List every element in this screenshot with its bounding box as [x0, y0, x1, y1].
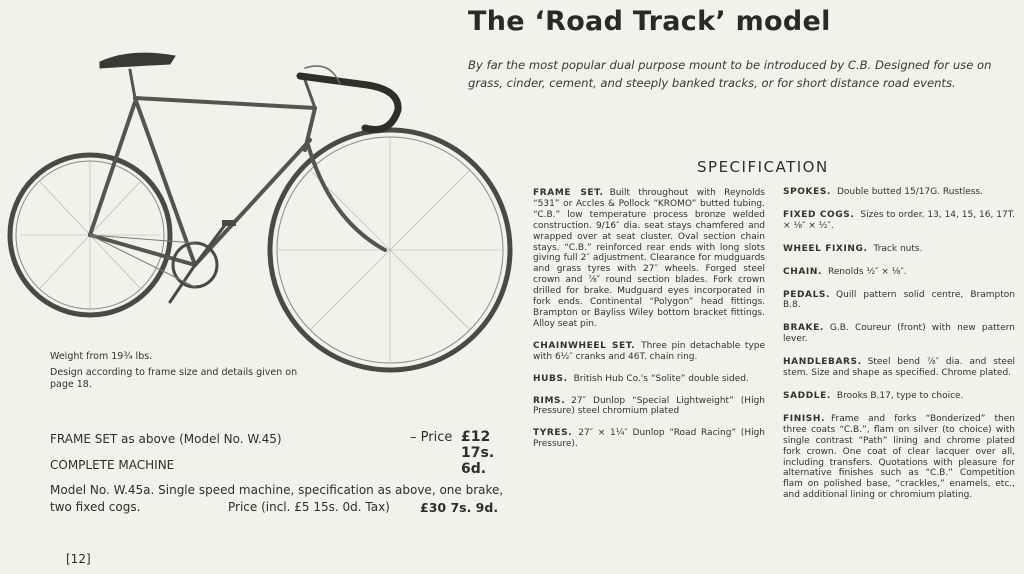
spec-entry — [783, 187, 1015, 198]
spec-entry — [783, 244, 1015, 255]
frame-set-price-label: – Price — [410, 430, 453, 445]
spec-entry-heading: CHAINWHEEL SET. — [533, 340, 636, 351]
page-title: The ‘Road Track’ model — [468, 6, 831, 37]
frame-set-label: FRAME SET as above (Model No. W.45) — [50, 432, 282, 446]
weight-note: Weight from 19¾ lbs. — [50, 351, 153, 362]
spec-entry-heading: HUBS. — [533, 373, 568, 384]
spec-column-1 — [533, 188, 765, 461]
spec-entry-text: Sizes to order. 13, 14, 15, 16, 17T. × ⅛″ × ½″. — [783, 209, 1015, 231]
spec-entry-heading: SADDLE. — [783, 390, 831, 401]
spec-entry-text: British Hub Co.'s “Solite” double sided. — [573, 373, 749, 384]
spec-entry — [533, 396, 765, 418]
spec-entry — [783, 323, 1015, 345]
spec-entry-heading: SPOKES. — [783, 187, 831, 197]
spec-entry-text: Brooks B.17, type to choice. — [836, 390, 964, 401]
weight-note-block — [50, 351, 310, 395]
spec-entry-text: Built throughout with Reynolds “531” or Accles & Pollock “KROMO” butted tubing. “C.B.” low temperature process bronze welded construction. 9/16″ dia. seat stays chamfered and wrapped over at seat cluster. Oval section chain stays. “C.B.” reinforced rear ends with long slots giving full 2″ adjustment. Clearance for mudguards and grass tyres with 27″ wheels. Forged steel crown and ⅞″ round section blades. Fork crown drilled for brake. Mudguard eyes incorporated in fork ends. Continental “Polygon” head fittings. Brampton or Bayliss Wiley bottom bracket fittings. Alloy seat pin. — [533, 188, 765, 329]
spec-entry — [533, 188, 765, 330]
spec-entry-heading: WHEEL FIXING. — [783, 243, 868, 254]
spec-column-2 — [783, 187, 1015, 513]
spec-entry-text: Quill pattern solid centre, Brampton B.8. — [783, 289, 1015, 311]
price-block — [50, 428, 510, 515]
spec-entry-heading: HANDLEBARS. — [783, 357, 862, 368]
frame-set-price: £12 17s. 6d. — [461, 429, 495, 477]
spec-entry-heading: TYRES. — [533, 428, 573, 439]
spec-entry-text: Renolds ½″ × ⅛″. — [828, 266, 907, 277]
complete-machine-price: £30 7s. 9d. — [420, 500, 499, 515]
spec-entry-heading: BRAKE. — [783, 323, 824, 334]
spec-entry-text: Three pin detachable type with 6½″ cranks and 46T. chain ring. — [533, 340, 765, 362]
spec-entry-heading: RIMS. — [533, 395, 566, 406]
spec-entry-heading: FIXED COGS. — [783, 209, 855, 220]
spec-entry-text: 27″ Dunlop “Special Lightweight” (High Pressure) steel chromium plated — [533, 395, 765, 417]
spec-entry-heading: PEDALS. — [783, 289, 831, 300]
price-incl-tax-label: Price (incl. £5 15s. 0d. Tax) — [228, 500, 390, 514]
model-description-block — [50, 482, 510, 516]
spec-heading: SPECIFICATION — [697, 158, 829, 176]
spec-entry-heading: FRAME SET. — [533, 188, 604, 198]
spec-entry-text: Double butted 15/17G. Rustless. — [836, 187, 983, 197]
spec-entry — [783, 267, 1015, 278]
spec-entry-heading: FINISH. — [783, 413, 826, 424]
page-number: [12] — [66, 552, 91, 566]
spec-entry-text: Steel bend ⅞″ dia. and steel stem. Size and shape as specified. Chrome plated. — [783, 357, 1015, 379]
spec-entry-text: Frame and forks “Bonderized” then three coats “C.B.”, flam on silver (to choice) with single contrast “Path” lining and chrome plated fork crown. One coat of clear lacquer over all, including transfers. Quotations with pleasure for alternative finishes such as “C.B.” Competition flam on polished base, “crackles,” enamels, etc., and additional lining or chromium plating. — [783, 413, 1015, 501]
spec-entry — [533, 341, 765, 363]
spec-entry — [533, 428, 765, 450]
bicycle-illustration — [0, 40, 520, 400]
complete-machine-label: COMPLETE MACHINE — [50, 458, 175, 472]
spec-entry — [783, 290, 1015, 312]
spec-entry-text: 27″ × 1¼″ Dunlop “Road Racing” (High Pressure). — [533, 428, 765, 450]
design-note: Design according to frame size and details given on page 18. — [50, 367, 298, 390]
spec-entry — [783, 357, 1015, 379]
spec-entry-heading: CHAIN. — [783, 266, 823, 277]
spec-entry — [783, 414, 1015, 501]
spec-entry — [783, 210, 1015, 232]
model-intro: By far the most popular dual purpose mount to be introduced by C.B. Designed for use on grass, cinder, cement, and steeply banked tracks, or for short distance road events. — [468, 58, 992, 90]
spec-entry — [533, 374, 765, 385]
spec-entry-text: Track nuts. — [873, 243, 923, 254]
model-description: Model No. W.45a. Single speed machine, specification as above, one brake, two fixed cogs. — [50, 483, 504, 514]
spec-entry-text: G.B. Coureur (front) with new pattern lever. — [783, 323, 1015, 345]
spec-entry — [783, 391, 1015, 402]
